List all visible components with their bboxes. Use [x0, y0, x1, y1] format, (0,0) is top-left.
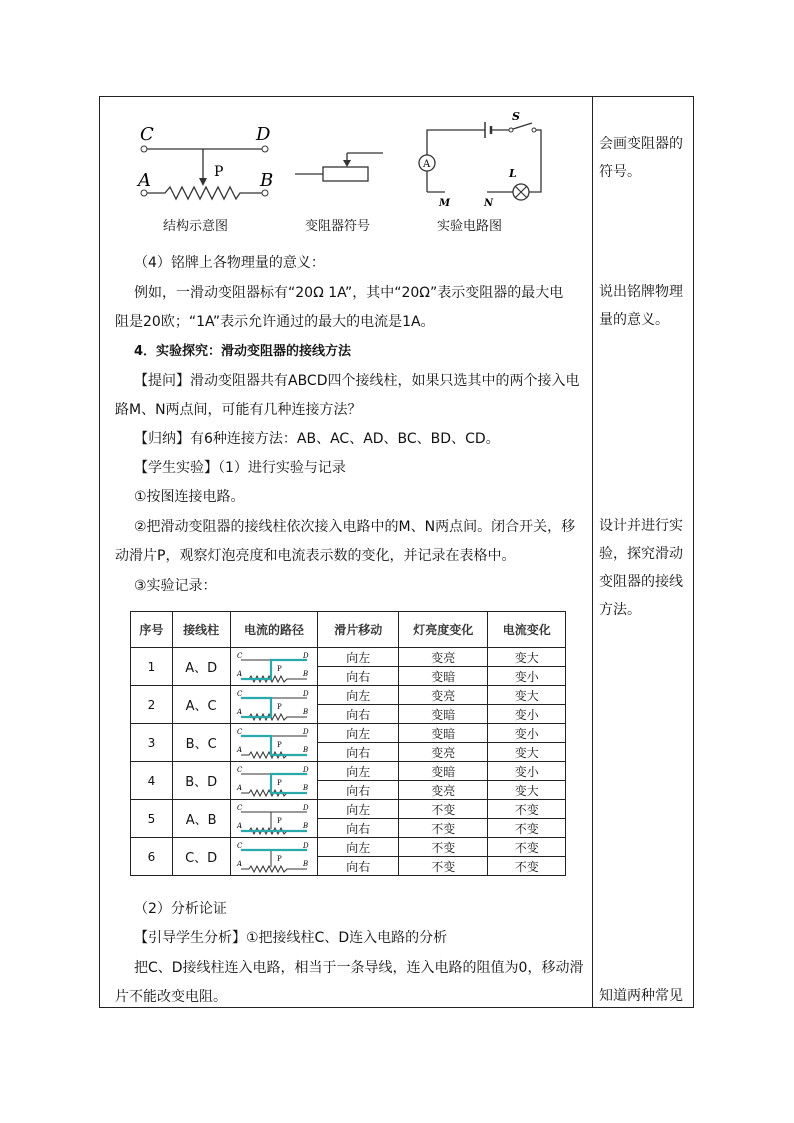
mini-label-c: C — [236, 689, 243, 698]
cell-brightness: 变亮 — [398, 743, 487, 762]
cell-brightness: 变亮 — [398, 648, 487, 667]
cell-slider: 向右 — [318, 819, 399, 838]
cell-path — [230, 724, 318, 762]
cell-slider: 向左 — [318, 800, 399, 819]
cell-current: 变大 — [488, 648, 566, 667]
rheostat-symbol — [295, 145, 385, 190]
mini-label-b: B — [302, 783, 309, 792]
cell-slider: 向右 — [318, 667, 399, 686]
mini-label-p: P — [276, 816, 282, 825]
cell-brightness: 不变 — [398, 819, 487, 838]
mini-label-p: P — [276, 854, 282, 863]
cell-no: 3 — [131, 724, 173, 762]
cell-slider: 向左 — [318, 686, 399, 705]
mini-label-b: B — [302, 745, 309, 754]
label-m: M — [439, 198, 451, 208]
cell-current: 不变 — [488, 800, 566, 819]
side-note-nameplate: 说出铭牌物理量的意义。 — [599, 284, 683, 328]
experiment-circuit-diagram — [405, 108, 545, 208]
label-p: P — [214, 164, 224, 180]
cell-brightness: 变暗 — [398, 667, 487, 686]
side-note-experiment: 设计并进行实验，探究滑动变阻器的接线方法。 — [599, 518, 683, 618]
mini-label-p: P — [276, 740, 282, 749]
mini-label-b: B — [302, 859, 309, 868]
cell-brightness: 不变 — [398, 800, 487, 819]
cell-no: 6 — [131, 838, 173, 876]
mini-label-c: C — [236, 765, 243, 774]
cell-brightness: 变亮 — [398, 686, 487, 705]
table-row — [131, 686, 566, 705]
p4-line2: 阻是20欧；“1A”表示允许通过的最大的电流是1A。 — [115, 314, 435, 330]
cell-terminals: C、D — [172, 838, 230, 876]
table-header-row — [131, 612, 566, 648]
cell-current: 变大 — [488, 686, 566, 705]
cell-current: 变小 — [488, 762, 566, 781]
cell-slider: 向左 — [318, 724, 399, 743]
summary-line: 【归纳】有6种连接方法：AB、AC、AD、BC、BD、CD。 — [134, 431, 500, 447]
p4-heading: （4）铭牌上各物理量的意义： — [134, 255, 325, 271]
label-n: N — [484, 198, 494, 208]
side-note-common: 知道两种常见 — [599, 988, 683, 1004]
label-b: B — [260, 170, 274, 191]
mini-label-p: P — [276, 778, 282, 787]
cell-path — [230, 800, 318, 838]
header-path: 电流的路径 — [230, 612, 318, 648]
experiment-record-table — [130, 611, 566, 876]
header-current: 电流变化 — [488, 612, 566, 648]
table-row — [131, 838, 566, 857]
ammeter-label: A — [423, 159, 431, 170]
mini-label-a: A — [236, 783, 243, 792]
cell-no: 1 — [131, 648, 173, 686]
current-path-diagram — [235, 650, 313, 684]
cell-path — [230, 838, 318, 876]
cell-brightness: 变暗 — [398, 762, 487, 781]
cell-current: 变小 — [488, 667, 566, 686]
mini-label-a: A — [236, 707, 243, 716]
cell-brightness: 变暗 — [398, 705, 487, 724]
cell-no: 4 — [131, 762, 173, 800]
current-path-diagram — [235, 764, 313, 798]
cell-current: 不变 — [488, 857, 566, 876]
cell-slider: 向左 — [318, 648, 399, 667]
mini-label-a: A — [236, 859, 243, 868]
current-path-diagram — [235, 840, 313, 874]
step2-line1: ②把滑动变阻器的接线柱依次接入电路中的M、N两点间。闭合开关，移 — [134, 519, 576, 535]
student-experiment-line: 【学生实验】（1）进行实验与记录 — [134, 460, 346, 476]
cell-current: 不变 — [488, 838, 566, 857]
cd-line2: 片不能改变电阻。 — [115, 989, 227, 1005]
current-path-diagram — [235, 688, 313, 722]
cell-current: 不变 — [488, 819, 566, 838]
caption-structure: 结构示意图 — [163, 219, 229, 234]
cd-line1: 把C、D接线柱连入电路，相当于一条导线，连入电路的阻值为0，移动滑 — [134, 960, 584, 976]
label-d: D — [256, 124, 271, 145]
cell-terminals: B、C — [172, 724, 230, 762]
mini-label-d: D — [302, 689, 309, 698]
rheostat-structure-diagram — [130, 120, 280, 205]
caption-circuit: 实验电路图 — [437, 219, 503, 234]
mini-label-a: A — [236, 669, 243, 678]
mini-label-b: B — [302, 669, 309, 678]
mini-label-d: D — [302, 727, 309, 736]
mini-label-a: A — [236, 821, 243, 830]
mini-label-d: D — [302, 803, 309, 812]
mini-label-b: B — [302, 707, 309, 716]
analysis-heading: （2）分析论证 — [134, 901, 227, 917]
table-row — [131, 800, 566, 819]
cell-terminals: A、D — [172, 648, 230, 686]
mini-label-c: C — [236, 841, 243, 850]
cell-terminals: A、C — [172, 686, 230, 724]
cell-current: 变小 — [488, 705, 566, 724]
p4-line1: 例如，一滑动变阻器标有“20Ω 1A”，其中“20Ω”表示变阻器的最大电 — [134, 285, 564, 301]
step3-line: ③实验记录： — [134, 578, 217, 594]
cell-current: 变大 — [488, 781, 566, 800]
cell-slider: 向左 — [318, 762, 399, 781]
table-row — [131, 648, 566, 667]
question-line2: 路M、N两点间，可能有几种连接方法？ — [115, 402, 362, 418]
label-s: S — [512, 110, 520, 123]
cell-slider: 向右 — [318, 743, 399, 762]
mini-label-d: D — [302, 841, 309, 850]
cell-terminals: A、B — [172, 800, 230, 838]
cell-slider: 向左 — [318, 838, 399, 857]
label-c: C — [140, 124, 154, 145]
mini-label-p: P — [276, 702, 282, 711]
cell-path — [230, 762, 318, 800]
cell-slider: 向右 — [318, 857, 399, 876]
cell-brightness: 不变 — [398, 857, 487, 876]
cell-current: 变小 — [488, 724, 566, 743]
table-row — [131, 724, 566, 743]
cell-slider: 向右 — [318, 781, 399, 800]
cell-brightness: 变暗 — [398, 724, 487, 743]
current-path-diagram — [235, 802, 313, 836]
step2-line2: 动滑片P，观察灯泡亮度和电流表示数的变化，并记录在表格中。 — [115, 548, 516, 564]
caption-symbol: 变阻器符号 — [305, 219, 371, 234]
column-divider — [592, 96, 593, 1008]
mini-label-c: C — [236, 727, 243, 736]
guide-line: 【引导学生分析】①把接线柱C、D连入电路的分析 — [134, 930, 448, 946]
step1-line: ①按图连接电路。 — [134, 489, 245, 505]
mini-label-b: B — [302, 821, 309, 830]
header-slider: 滑片移动 — [318, 612, 399, 648]
table-row — [131, 762, 566, 781]
cell-path — [230, 648, 318, 686]
label-a: A — [138, 170, 151, 191]
mini-label-d: D — [302, 651, 309, 660]
header-terminals: 接线柱 — [172, 612, 230, 648]
cell-current: 变大 — [488, 743, 566, 762]
section4-heading: 4．实验探究：滑动变阻器的接线方法 — [134, 344, 352, 359]
cell-terminals: B、D — [172, 762, 230, 800]
current-path-diagram — [235, 726, 313, 760]
side-note-symbol: 会画变阻器的符号。 — [599, 136, 683, 180]
cell-brightness: 变亮 — [398, 781, 487, 800]
cell-path — [230, 686, 318, 724]
label-l: L — [509, 167, 517, 180]
question-line1: 【提问】滑动变阻器共有ABCD四个接线柱，如果只选其中的两个接入电 — [134, 373, 580, 389]
mini-label-c: C — [236, 803, 243, 812]
mini-label-p: P — [276, 664, 282, 673]
cell-no: 5 — [131, 800, 173, 838]
mini-label-d: D — [302, 765, 309, 774]
mini-label-a: A — [236, 745, 243, 754]
header-brightness: 灯亮度变化 — [398, 612, 487, 648]
cell-slider: 向右 — [318, 705, 399, 724]
cell-brightness: 不变 — [398, 838, 487, 857]
cell-no: 2 — [131, 686, 173, 724]
mini-label-c: C — [236, 651, 243, 660]
header-no: 序号 — [131, 612, 173, 648]
